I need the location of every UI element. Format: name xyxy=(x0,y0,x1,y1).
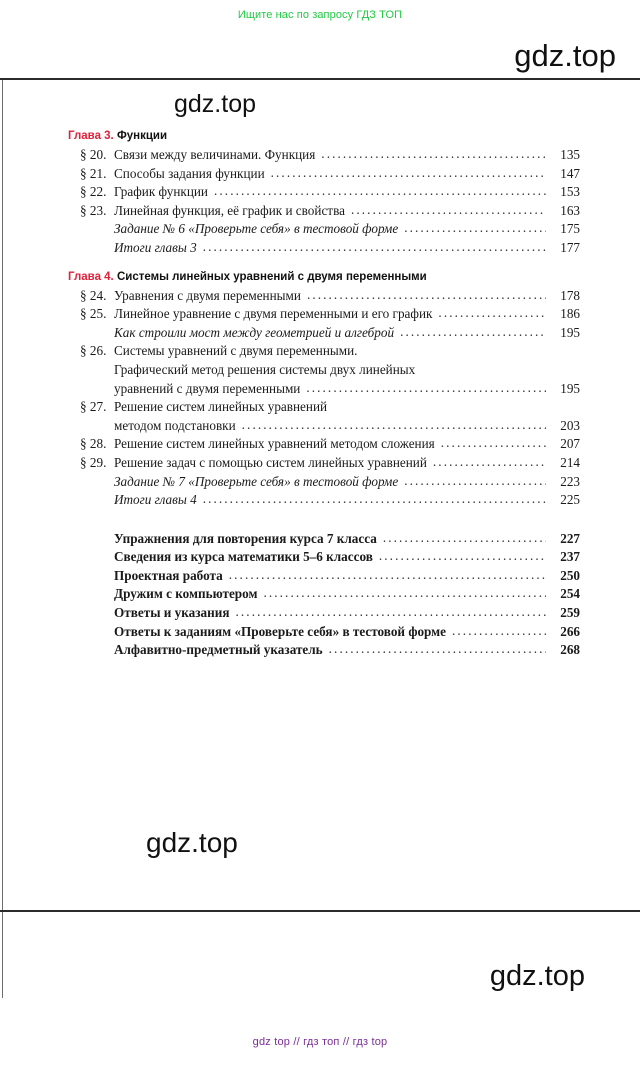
dot-leader xyxy=(379,548,546,566)
promo-banner xyxy=(0,0,640,34)
dot-leader xyxy=(203,491,546,509)
toc-entry-number: § 21. xyxy=(80,165,107,181)
toc-entry-page: 223 xyxy=(560,473,580,489)
toc-entry-page: 147 xyxy=(560,165,580,181)
toc-entry xyxy=(68,604,580,623)
toc-entry-body xyxy=(114,548,550,567)
toc-entry xyxy=(68,361,580,380)
dot-leader xyxy=(383,530,546,548)
toc-entry-page: 178 xyxy=(560,287,580,303)
toc-entry xyxy=(68,305,580,324)
toc-entry-label: Графический метод решения системы двух линейных xyxy=(114,361,416,377)
scanned-page xyxy=(0,34,640,1000)
toc-entry-body xyxy=(114,567,550,586)
dot-leader xyxy=(214,183,546,201)
toc-entry-label: Алфавитно-предметный указатель xyxy=(114,642,323,658)
toc-entry-label: Задание № 7 «Проверьте себя» в тестовой форме xyxy=(114,473,399,489)
toc-entry-page: 186 xyxy=(560,306,580,322)
toc-group-chapter-4 xyxy=(68,271,580,510)
dot-leader xyxy=(433,454,546,472)
toc-entry xyxy=(68,548,580,567)
toc-entry-number: § 23. xyxy=(80,202,107,218)
footer-separator-1: // xyxy=(293,1036,300,1048)
dot-leader xyxy=(263,585,546,603)
toc-entry-label: Уравнения с двумя переменными xyxy=(114,287,301,303)
toc-entry-body xyxy=(114,146,550,165)
toc-entry-body xyxy=(114,454,550,473)
toc-entry-page: 153 xyxy=(560,184,580,200)
watermark-middle: gdz.top xyxy=(174,90,257,118)
dot-leader xyxy=(236,604,547,622)
toc-entry-page: 214 xyxy=(560,454,580,470)
toc-entry xyxy=(68,641,580,660)
toc-entry-page: 225 xyxy=(560,492,580,508)
toc-entry-label: Решение систем линейных уравнений xyxy=(114,399,328,415)
toc-entry-page: 227 xyxy=(560,530,580,546)
toc-entry xyxy=(68,567,580,586)
toc-entry-number: § 29. xyxy=(80,454,107,470)
toc-entry xyxy=(68,623,580,642)
toc-entry-label: Линейная функция, её график и свойства xyxy=(114,202,345,218)
toc-entry-body xyxy=(114,165,550,184)
dot-leader xyxy=(438,305,546,323)
toc-entry-page: 203 xyxy=(560,417,580,433)
toc-entry-label: Способы задания функции xyxy=(114,165,265,181)
toc-entry-body xyxy=(114,398,550,417)
toc-entry-body xyxy=(114,473,550,492)
toc-entry-label: Ответы и указания xyxy=(114,605,230,621)
toc-entry-page: 163 xyxy=(560,202,580,218)
toc-entry-body xyxy=(114,324,550,343)
toc-entry-page: 195 xyxy=(560,324,580,340)
toc-entry-label: Итоги главы 4 xyxy=(114,492,197,508)
toc-entry xyxy=(68,530,580,549)
toc-entry-label: методом подстановки xyxy=(114,417,236,433)
toc-entry xyxy=(68,220,580,239)
toc-entry-page: 177 xyxy=(560,239,580,255)
page-left-edge-lower xyxy=(2,912,3,998)
dot-leader xyxy=(404,220,546,238)
table-of-contents xyxy=(68,130,580,673)
page-top-rule xyxy=(0,78,640,80)
site-footer xyxy=(0,1036,640,1048)
chapter-3-title: Функции xyxy=(116,130,168,142)
toc-entry-number: § 28. xyxy=(80,436,107,452)
toc-entry-body xyxy=(114,380,550,399)
toc-entry-number: § 20. xyxy=(80,147,107,162)
toc-entry-body xyxy=(114,342,550,361)
toc-entry xyxy=(68,454,580,473)
toc-entry-label: Системы уравнений с двумя переменными. xyxy=(114,343,358,359)
toc-entry-label: Дружим с компьютером xyxy=(114,586,258,602)
toc-entry xyxy=(68,585,580,604)
watermark-bottom-right: gdz.top xyxy=(489,960,585,992)
promo-banner-text: Ищите нас по запросу ГДЗ ТОП xyxy=(237,9,403,21)
toc-entry-label: уравнений с двумя переменными xyxy=(114,380,301,396)
toc-entry-body xyxy=(114,623,550,642)
chapter-4-heading xyxy=(68,271,580,283)
dot-leader xyxy=(306,380,546,398)
toc-entry-body xyxy=(114,530,550,549)
dot-leader xyxy=(307,287,546,305)
toc-entry-label: Упражнения для повторения курса 7 класса xyxy=(114,530,377,546)
toc-entry-label: Задание № 6 «Проверьте себя» в тестовой форме xyxy=(114,221,399,237)
toc-entry-label: Связи между величинами. Функция xyxy=(114,147,316,162)
toc-entry xyxy=(68,239,580,258)
toc-entry-page: 259 xyxy=(560,605,580,621)
toc-entry xyxy=(68,165,580,184)
toc-entry-number: § 25. xyxy=(80,306,107,322)
footer-separator-2: // xyxy=(342,1036,350,1048)
footer-part-3[interactable]: гдз top xyxy=(352,1036,388,1048)
toc-entry-page: 175 xyxy=(560,221,580,237)
chapter-4-title: Системы линейных уравнений с двумя переменными xyxy=(116,270,427,283)
toc-entry xyxy=(68,342,580,361)
toc-entry xyxy=(68,473,580,492)
toc-entry-label: Решение задач с помощью систем линейных уравнений xyxy=(114,454,427,470)
toc-entry xyxy=(68,380,580,399)
toc-entry-page: 266 xyxy=(560,623,580,639)
toc-entry-body xyxy=(114,202,550,221)
toc-entry-number: § 27. xyxy=(80,399,107,415)
toc-entry-label: Итоги главы 3 xyxy=(114,239,197,255)
chapter-3-label: Глава 3. xyxy=(68,130,114,142)
dot-leader xyxy=(351,202,546,220)
toc-entry-page: 207 xyxy=(560,436,580,452)
footer-part-1[interactable]: gdz top xyxy=(252,1036,291,1048)
toc-entry xyxy=(68,324,580,343)
dot-leader xyxy=(229,567,546,585)
toc-entry-body xyxy=(114,361,550,380)
dot-leader xyxy=(329,641,546,659)
toc-entry-page: 195 xyxy=(560,380,580,396)
toc-entry xyxy=(68,183,580,202)
toc-entry xyxy=(68,417,580,436)
toc-entry-body xyxy=(114,220,550,239)
toc-entry-page: 135 xyxy=(560,147,580,162)
dot-leader xyxy=(452,623,546,641)
page-left-edge xyxy=(2,80,3,910)
dot-leader xyxy=(400,324,546,342)
chapter-4-label: Глава 4. xyxy=(68,270,114,283)
toc-entry xyxy=(68,202,580,221)
toc-entry-label: Линейное уравнение с двумя переменными и его график xyxy=(114,306,433,322)
footer-part-2[interactable]: гдз топ xyxy=(303,1036,340,1048)
toc-entry-label: Решение систем линейных уравнений методом сложения xyxy=(114,436,435,452)
toc-entry-body xyxy=(114,604,550,623)
toc-entry xyxy=(68,146,580,165)
chapter-3-heading xyxy=(68,130,580,142)
toc-entry-number: § 26. xyxy=(80,343,107,359)
toc-entry-body xyxy=(114,287,550,306)
toc-entry-body xyxy=(114,641,550,660)
toc-entry-label: Ответы к заданиям «Проверьте себя» в тестовой форме xyxy=(114,623,447,639)
toc-entry xyxy=(68,491,580,510)
toc-entry-body xyxy=(114,183,550,202)
toc-group-back-matter xyxy=(68,530,580,660)
page-bottom-rule xyxy=(0,910,640,912)
toc-entry-number: § 24. xyxy=(80,287,107,303)
dot-leader xyxy=(271,165,546,183)
toc-entry-number: § 22. xyxy=(80,184,107,200)
toc-entry-body xyxy=(114,239,550,258)
watermark-lower: gdz.top xyxy=(146,827,238,858)
dot-leader xyxy=(441,435,546,453)
toc-group-chapter-3 xyxy=(68,130,580,258)
toc-entry-label: Проектная работа xyxy=(114,567,223,583)
toc-entry-body xyxy=(114,417,550,436)
toc-entry-body xyxy=(114,491,550,510)
toc-entry-page: 237 xyxy=(560,549,580,565)
toc-entry-label: Сведения из курса математики 5–6 классов xyxy=(114,549,373,565)
dot-leader xyxy=(242,417,546,435)
toc-entry-body xyxy=(114,435,550,454)
toc-entry xyxy=(68,398,580,417)
toc-entry-page: 250 xyxy=(560,567,580,583)
toc-entry-page: 254 xyxy=(560,586,580,602)
toc-entry xyxy=(68,435,580,454)
toc-entry-label: График функции xyxy=(114,184,208,200)
dot-leader xyxy=(404,473,546,491)
toc-entry-label: Как строили мост между геометрией и алгеброй xyxy=(114,324,395,340)
toc-entry-body xyxy=(114,305,550,324)
dot-leader xyxy=(203,239,546,257)
watermark-top-right: gdz.top xyxy=(514,38,616,73)
toc-entry xyxy=(68,287,580,306)
toc-entry-body xyxy=(114,585,550,604)
dot-leader xyxy=(321,146,546,164)
toc-entry-page: 268 xyxy=(560,642,580,658)
